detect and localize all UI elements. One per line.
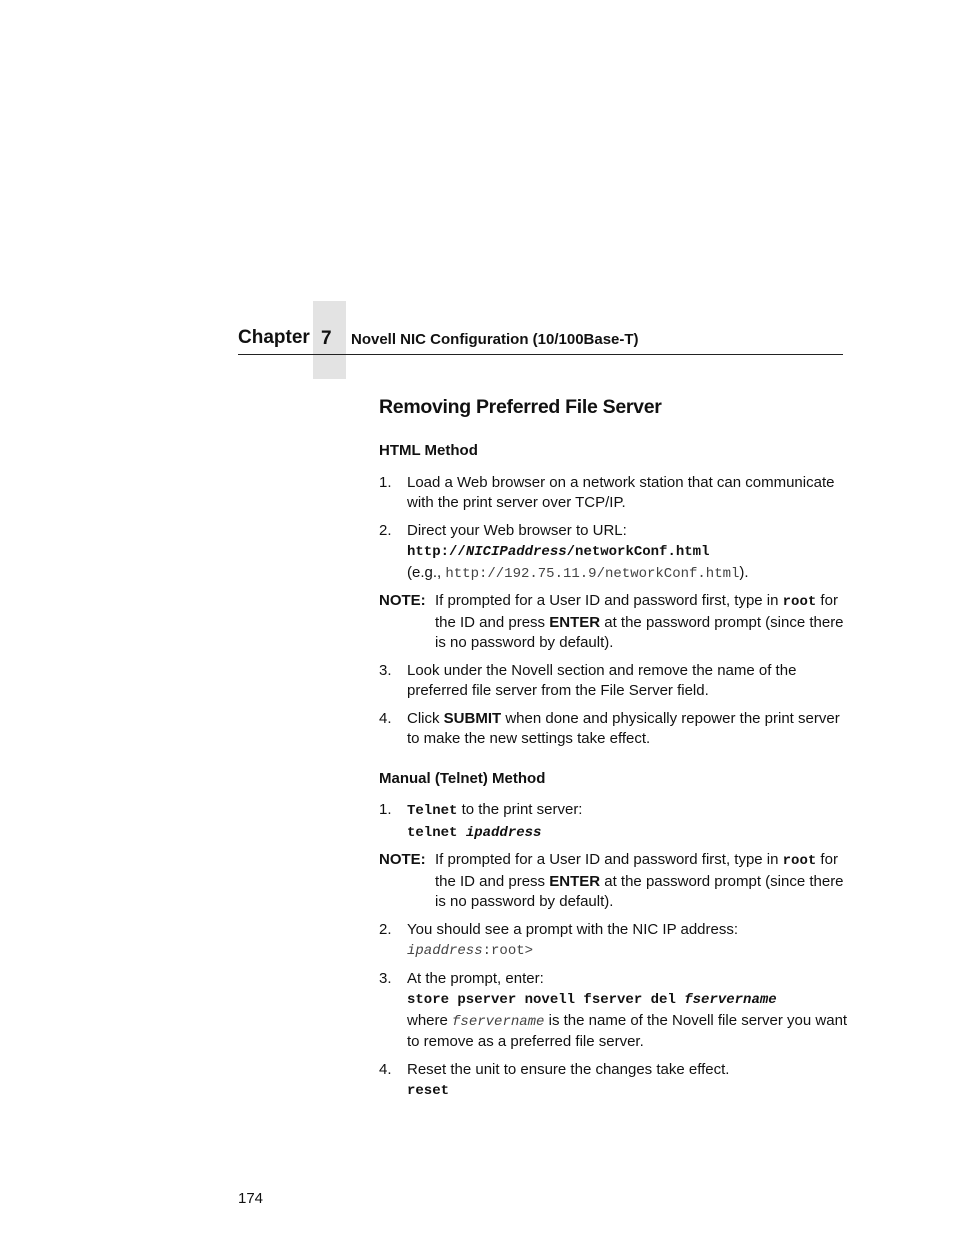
example-url: http://192.75.11.9/networkConf.html bbox=[445, 565, 740, 582]
telnet-step-3 bbox=[379, 969, 849, 1053]
step-text: Look under the Novell section and remove the name of the preferred file server from the File Server field. bbox=[407, 661, 797, 699]
page-number: 174 bbox=[238, 1190, 264, 1207]
section-title: Removing Preferred File Server bbox=[379, 396, 662, 418]
html-method-heading: HTML Method bbox=[379, 442, 478, 459]
html-step-3 bbox=[379, 661, 849, 702]
where-variable: fservername bbox=[452, 1013, 545, 1030]
chapter-label: Chapter bbox=[238, 327, 310, 348]
telnet-step-1 bbox=[379, 800, 849, 843]
prompt-variable: ipaddress bbox=[407, 943, 483, 959]
step-text: to the print server: bbox=[457, 801, 583, 818]
url-prefix: http:// bbox=[407, 544, 466, 560]
note-code: root bbox=[782, 853, 817, 869]
telnet-step-4 bbox=[379, 1060, 849, 1102]
step-number: 2. bbox=[379, 521, 392, 539]
step-number: 3. bbox=[379, 661, 392, 679]
header-rule bbox=[238, 354, 843, 355]
html-step-4 bbox=[379, 709, 849, 750]
step-number: 1. bbox=[379, 473, 392, 491]
url-variable: NICIPaddress bbox=[465, 544, 567, 560]
note-key: ENTER bbox=[549, 872, 601, 890]
page-content bbox=[379, 395, 849, 1109]
step-key: SUBMIT bbox=[443, 709, 502, 727]
note-label: NOTE: bbox=[379, 851, 426, 868]
note-code: root bbox=[782, 594, 817, 610]
step-text: Reset the unit to ensure the changes take effect. bbox=[407, 1060, 730, 1078]
step-text: You should see a prompt with the NIC IP address: bbox=[407, 920, 739, 938]
step-text: Direct your Web browser to URL: bbox=[407, 521, 627, 539]
prompt-suffix: :root> bbox=[482, 943, 534, 959]
example-close: ). bbox=[739, 563, 749, 581]
example-open: (e.g., bbox=[407, 563, 446, 581]
html-step-1 bbox=[379, 473, 849, 514]
step-number: 4. bbox=[379, 709, 392, 727]
code-line: store pserver novell fserver del bbox=[407, 992, 685, 1008]
note-text-b: for the ID and press bbox=[435, 851, 838, 890]
step-number: 2. bbox=[379, 920, 392, 938]
step-text: Load a Web browser on a network station that can communicate with the print server over TCP/IP. bbox=[407, 473, 835, 511]
note-text-a: If prompted for a User ID and password first, type in bbox=[435, 851, 783, 868]
note-text-a: If prompted for a User ID and password first, type in bbox=[435, 592, 783, 609]
note-text-b: for the ID and press bbox=[435, 592, 838, 631]
code-variable: ipaddress bbox=[465, 824, 542, 841]
url-suffix: /networkConf.html bbox=[566, 544, 710, 560]
note-key: ENTER bbox=[549, 613, 601, 631]
note-text-c: at the password prompt (since there is no password by default). bbox=[435, 872, 844, 910]
note-label: NOTE: bbox=[379, 592, 426, 609]
step-number: 1. bbox=[379, 801, 392, 818]
telnet-note bbox=[379, 850, 849, 913]
telnet-step-2 bbox=[379, 920, 849, 962]
code-variable: fservername bbox=[684, 992, 777, 1008]
step-number: 3. bbox=[379, 969, 392, 987]
step-text: At the prompt, enter: bbox=[407, 969, 544, 987]
html-note bbox=[379, 591, 849, 654]
step-text-a: Click bbox=[407, 709, 444, 727]
chapter-title: Novell NIC Configuration (10/100Base-T) bbox=[351, 331, 639, 348]
telnet-cmd: Telnet bbox=[407, 803, 458, 819]
note-text-c: at the password prompt (since there is no password by default). bbox=[435, 613, 844, 651]
code-line: reset bbox=[407, 1083, 450, 1099]
html-step-2 bbox=[379, 521, 849, 585]
telnet-method-heading: Manual (Telnet) Method bbox=[379, 769, 546, 787]
where-text-b: is the name of the Novell file server you want to remove as a preferred file server. bbox=[407, 1011, 848, 1050]
step-text-b: when done and physically repower the print server to make the new settings take effect. bbox=[407, 709, 840, 747]
step-number: 4. bbox=[379, 1060, 392, 1078]
chapter-number: 7 bbox=[321, 328, 332, 349]
code-line: telnet bbox=[407, 824, 466, 841]
where-text-a: where bbox=[407, 1011, 453, 1029]
